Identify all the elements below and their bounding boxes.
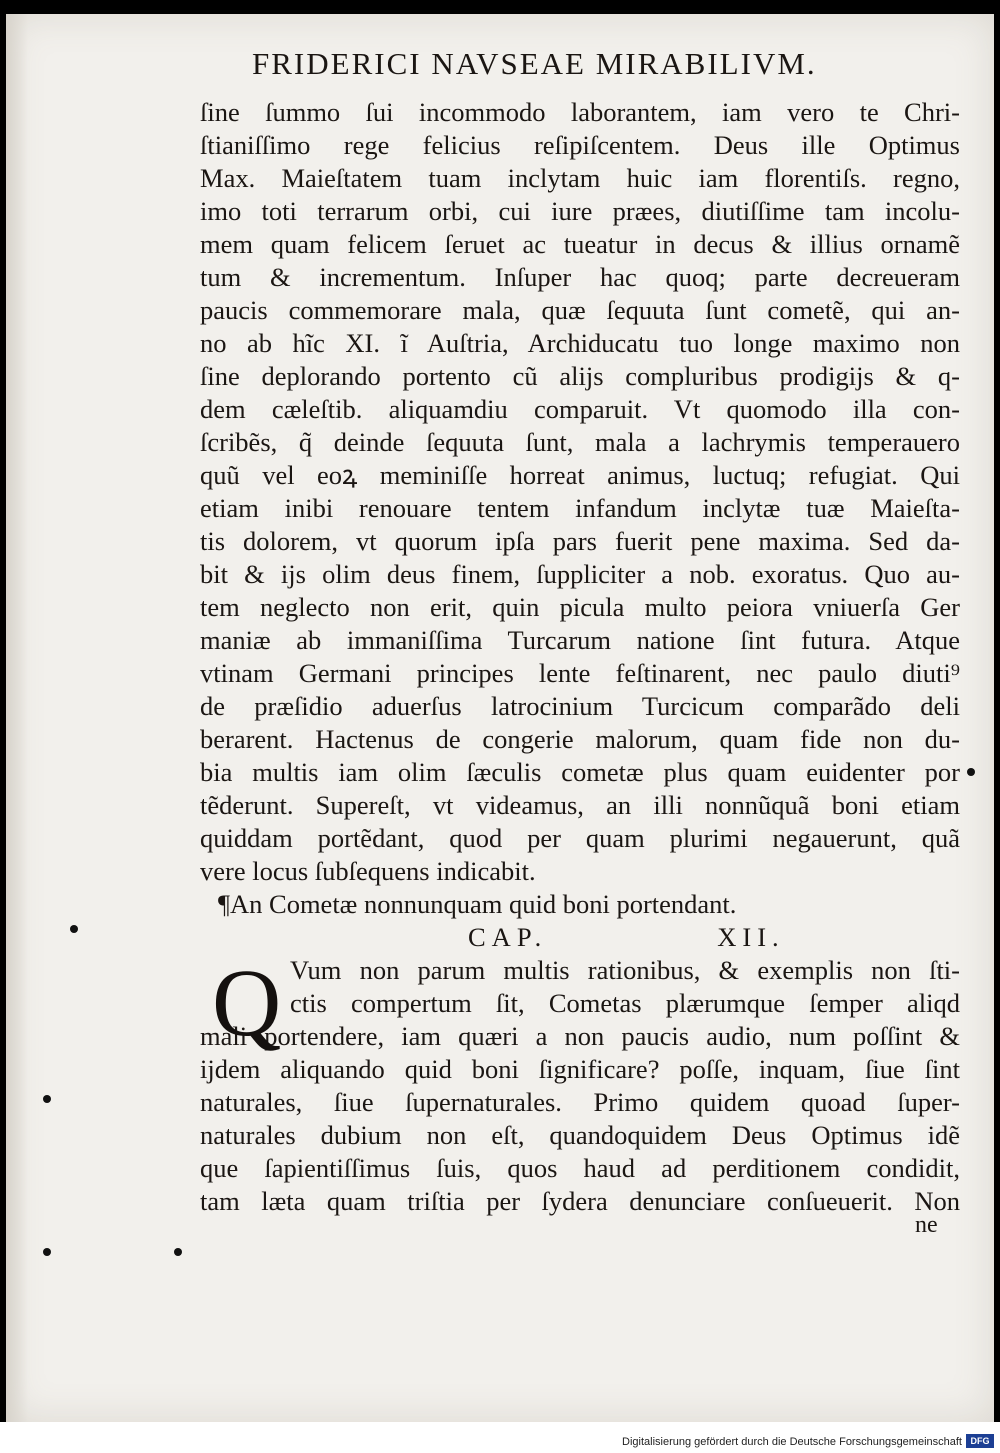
text-line: de præſidio aduerſus latrocinium Turcicum comparãdo deli — [200, 691, 960, 721]
text-line: etiam inibi renouare tentem infandum inclytæ tuæ Maieſta- — [200, 493, 960, 523]
text-line: ſine deplorando portento cũ alijs compluribus prodigijs & q- — [200, 361, 960, 391]
text-line: mem quam felicem ſeruet ac tueatur in decus & illius ornamẽ — [200, 229, 960, 259]
text-line: ijdem aliquando quid boni ſignificare? poſſe, inquam, ſiue ſint — [200, 1054, 960, 1084]
text-line: Max. Maieſtatem tuam inclytam huic iam florentiſs. regno, — [200, 163, 960, 193]
text-line: ſine ſummo ſui incommodo laborantem, iam vero te Chri- — [200, 97, 960, 127]
catchword: ne — [915, 1212, 938, 1238]
binding-hole — [70, 925, 78, 933]
text-line: tẽderunt. Supereſt, vt videamus, an illi nonnũquã boni etiam — [200, 790, 960, 820]
text-line: ſcribẽs, q̃ deinde ſequuta ſunt, mala a lachrymis temperauero — [200, 427, 960, 457]
chapter-number: XII. — [717, 922, 785, 952]
binding-hole — [174, 1248, 182, 1256]
text-line: berarent. Hactenus de congerie malorum, quam fide non du- — [200, 724, 960, 754]
chapter-paragraph — [200, 949, 960, 1218]
page-gutter-shadow — [6, 14, 28, 1422]
footer-credit: Digitalisierung gefördert durch die Deutsche Forschungsgemeinschaft — [622, 1436, 962, 1448]
binding-hole — [43, 1248, 51, 1256]
text-line: bia multis iam olim ſæculis cometæ plus quam euidenter por — [200, 757, 960, 787]
text-line: bit & ijs olim deus finem, ſuppliciter a nob. exoratus. Quo au- — [200, 559, 960, 589]
text-line: quũ vel eoꝝ meminiſſe horreat animus, luctuq; refugiat. Qui — [200, 460, 960, 490]
dfg-logo: DFG — [966, 1434, 994, 1448]
text-line: dem cæleſtib. aliquamdiu comparuit. Vt quomodo illa con- — [200, 394, 960, 424]
text-line: vtinam Germani principes lente feſtinarent, nec paulo diuti⁹ — [200, 658, 960, 688]
chapter-heading — [200, 921, 960, 954]
text-line: paucis commemorare mala, quæ ſequuta ſunt cometẽ, qui an- — [200, 295, 960, 325]
text-line: maniæ ab immaniſſima Turcarum natione ſint futura. Atque — [200, 625, 960, 655]
text-line: Vum non parum multis rationibus, & exemplis non ſti- — [290, 955, 960, 985]
text-line: no ab hĩc XI. ĩ Auſtria, Archiducatu tuo longe maximo non — [200, 328, 960, 358]
text-line: mali portendere, iam quæri a non paucis audio, num poſſint & — [200, 1021, 960, 1051]
text-line: tam læta quam triſtia per ſydera denunciare conſueuerit. Non — [200, 1186, 960, 1216]
text-line: quiddam portẽdant, quod per quam plurimi negauerunt, quã — [200, 823, 960, 853]
text-line: naturales, ſiue ſupernaturales. Primo quidem quoad ſuper- — [200, 1087, 960, 1117]
text-line: tum & incrementum. Inſuper hac quoq; parte decreueram — [200, 262, 960, 292]
binding-hole — [43, 1095, 51, 1103]
text-line: que ſapientiſſimus ſuis, quos haud ad perditionem condidit, — [200, 1153, 960, 1183]
text-line: ſtianiſſimo rege felicius reſipiſcentem. Deus ille Optimus — [200, 130, 960, 160]
chapter-label: CAP. — [468, 922, 548, 952]
text-line: naturales dubium non eſt, quandoquidem Deus Optimus idẽ — [200, 1120, 960, 1150]
binding-hole — [967, 768, 975, 776]
text-block — [200, 96, 960, 1218]
text-line: tem neglecto non erit, quin picula multo peiora vniuerſa Ger — [200, 592, 960, 622]
text-line: ctis compertum ſit, Cometas plærumque ſemper aliqd — [290, 988, 960, 1018]
chapter-subheading: ¶An Cometæ nonnunquam quid boni portendant. — [218, 889, 737, 919]
text-line: tis dolorem, vt quorum ipſa pars fuerit pene maxima. Sed da- — [200, 526, 960, 556]
text-line: vere locus ſubſequens indicabit. — [200, 856, 536, 886]
drop-cap: Q — [212, 949, 282, 1056]
running-head: FRIDERICI NAVSEAE MIRABILIVM. — [252, 46, 817, 81]
text-line: imo toti terrarum orbi, cui iure præes, diutiſſime tam incolu- — [200, 196, 960, 226]
